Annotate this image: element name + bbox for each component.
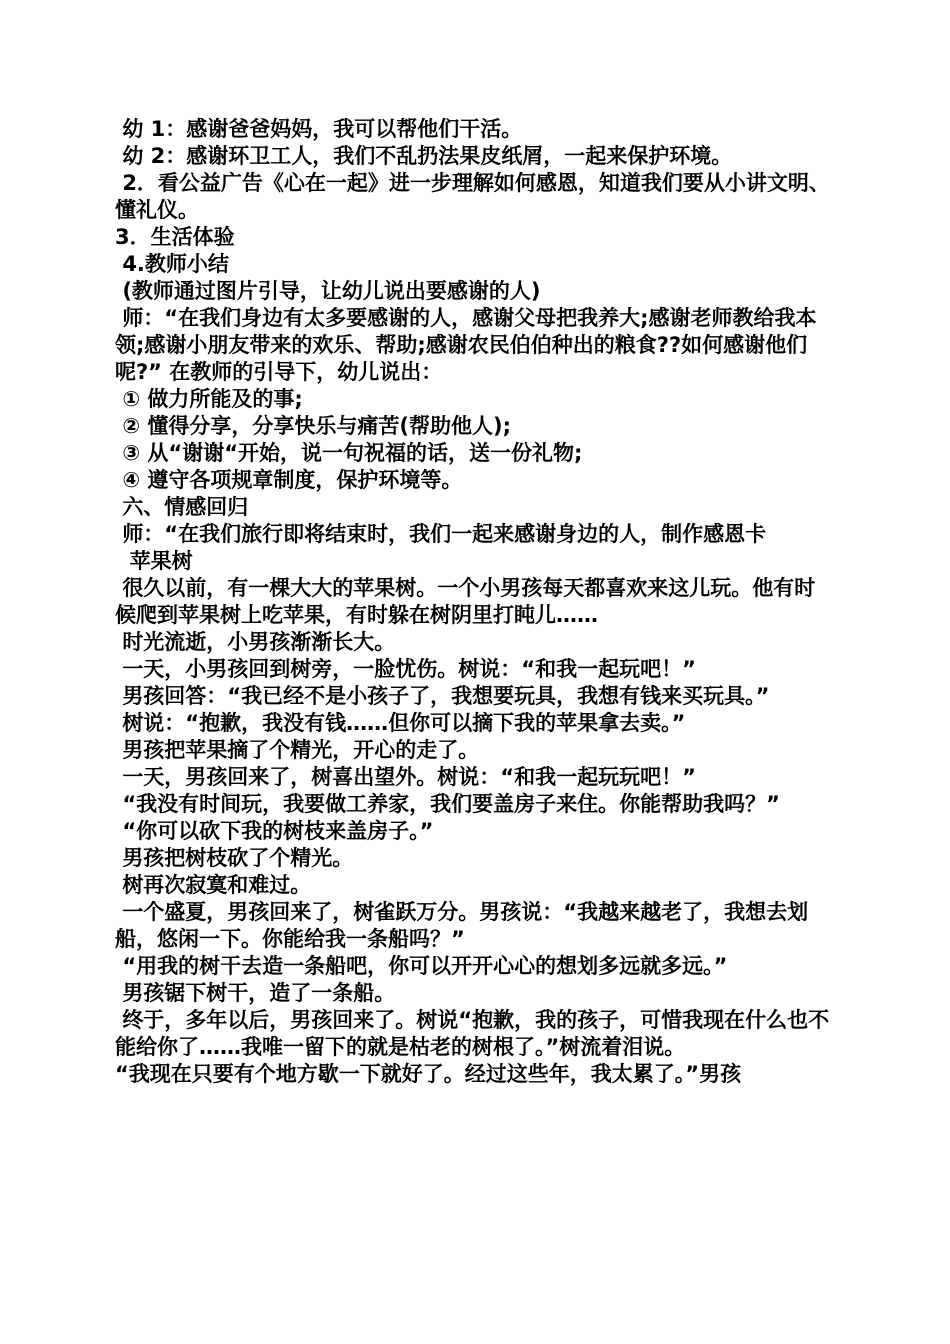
story-paragraph: 树说：“抱歉，我没有钱……但你可以摘下我的苹果拿去卖。” bbox=[115, 711, 686, 735]
text-line: 幼 2：感谢环卫工人，我们不乱扔法果皮纸屑，一起来保护环境。 bbox=[115, 144, 733, 168]
story-paragraph: 很久以前，有一棵大大的苹果树。一个小男孩每天都喜欢来这儿玩。他有时候爬到苹果树上吃苹果，有时躲在树阴里打盹儿…… bbox=[115, 576, 816, 627]
list-item: ① 做力所能及的事; bbox=[115, 387, 303, 411]
story-paragraph: 男孩锯下树干，造了一条船。 bbox=[115, 981, 396, 1005]
list-item: ③ 从“谢谢“开始，说一句祝福的话，送一份礼物; bbox=[115, 441, 583, 465]
text-line: 师：“在我们身边有太多要感谢的人，感谢父母把我养大;感谢老师教给我本领;感谢小朋友带来的欢乐、帮助;感谢农民伯伯种出的粮食??如何感谢他们呢?” 在教师的引导下，幼儿说出： bbox=[115, 306, 817, 384]
list-item: ④ 遵守各项规章制度，保护环境等。 bbox=[115, 468, 463, 492]
story-title: 苹果树 bbox=[115, 549, 193, 573]
story-paragraph: 树再次寂寞和难过。 bbox=[115, 873, 312, 897]
text-line: 幼 1：感谢爸爸妈妈，我可以帮他们干活。 bbox=[115, 117, 523, 141]
document-page bbox=[115, 116, 835, 1088]
section-heading: 4.教师小结 bbox=[115, 252, 229, 276]
story-paragraph: 一个盛夏，男孩回来了，树雀跃万分。男孩说：“我越来越老了，我想去划船，悠闲一下。你能给我一条船吗？” bbox=[115, 900, 809, 951]
story-paragraph: 时光流逝，小男孩渐渐长大。 bbox=[115, 630, 396, 654]
story-paragraph: “用我的树干去造一条船吧，你可以开开心心的想划多远就多远。” bbox=[115, 954, 728, 978]
story-paragraph: 一天，男孩回来了，树喜出望外。树说：“和我一起玩玩吧！” bbox=[115, 765, 696, 789]
text-line: 2．看公益广告《心在一起》进一步理解如何感恩，知道我们要从小讲文明、懂礼仪。 bbox=[115, 171, 830, 222]
text-line: 师：“在我们旅行即将结束时，我们一起来感谢身边的人，制作感恩卡 bbox=[115, 522, 767, 546]
list-item: ② 懂得分享，分享快乐与痛苦(帮助他人); bbox=[115, 414, 511, 438]
story-paragraph: “我现在只要有个地方歇一下就好了。经过这些年，我太累了。”男孩 bbox=[115, 1062, 742, 1086]
section-heading: 3．生活体验 bbox=[115, 225, 235, 249]
story-paragraph: 男孩回答：“我已经不是小孩子了，我想要玩具，我想有钱来买玩具。” bbox=[115, 684, 770, 708]
story-paragraph: “你可以砍下我的树枝来盖房子。” bbox=[115, 819, 434, 843]
section-heading: 六、情感回归 bbox=[115, 495, 249, 519]
story-paragraph: 一天，小男孩回到树旁，一脸忧伤。树说：“和我一起玩吧！” bbox=[115, 657, 696, 681]
story-paragraph: 男孩把树枝砍了个精光。 bbox=[115, 846, 354, 870]
story-paragraph: 男孩把苹果摘了个精光，开心的走了。 bbox=[115, 738, 480, 762]
story-paragraph: “我没有时间玩，我要做工养家，我们要盖房子来住。你能帮助我吗？” bbox=[115, 792, 780, 816]
text-line: (教师通过图片引导，让幼儿说出要感谢的人) bbox=[115, 279, 541, 303]
story-paragraph: 终于，多年以后，男孩回来了。树说“抱歉，我的孩子，可惜我现在什么也不能给你了……我唯一留下的就是枯老的树根了。”树流着泪说。 bbox=[115, 1008, 830, 1059]
